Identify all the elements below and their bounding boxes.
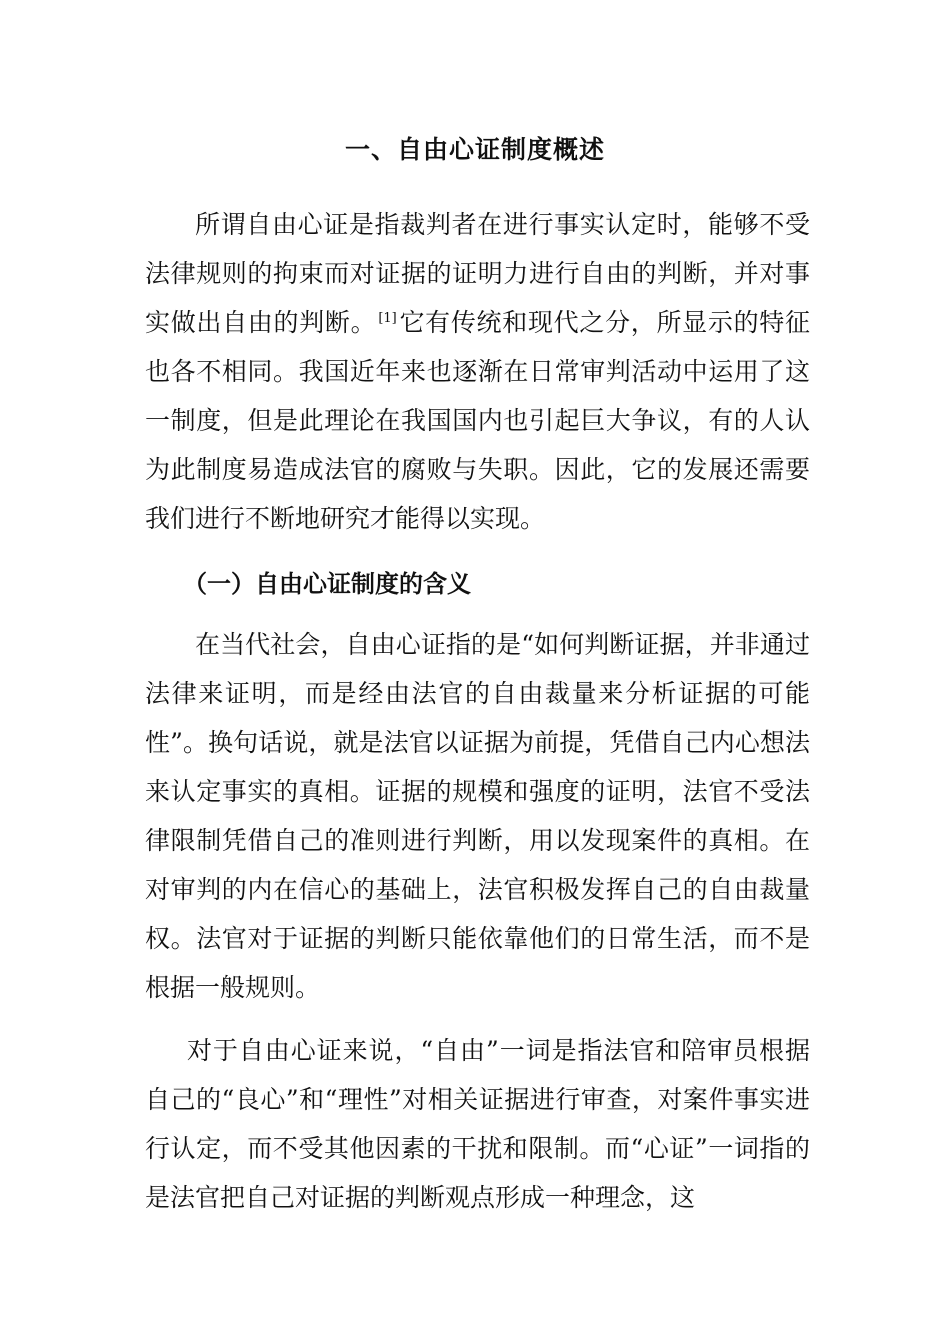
footnote-reference[interactable]: [1] [378, 310, 397, 326]
paragraph-meaning: 在当代社会，自由心证指的是“如何判断证据，并非通过法律来证明，而是经由法官的自由裁量来分析证据的可能性”。换句话说，就是法官以证据为前提，凭借自己内心想法来认定事实的真相。证据的规模和强度的证明，法官不受法律限制凭借自己的准则进行判断，用以发现案件的真相。在对审判的内在信心的基础上，法官积极发挥自己的自由裁量权。法官对于证据的判断只能依靠他们的日常生活，而不是根据一般规则。 [145, 630, 810, 1002]
paragraph-definition [145, 200, 810, 543]
paragraph-text: 所谓自由心证是指裁判者在进行事实认定时，能够不受法律规则的拘束而对证据的证明力进行自由的判断，并对事实做出自由的判断。 [145, 210, 810, 337]
subsection-heading: （一）自由心证制度的含义 [183, 570, 471, 598]
section-title: 一、自由心证制度概述 [344, 135, 605, 164]
paragraph-free-conviction: 对于自由心证来说，“自由”一词是指法官和陪审员根据自己的“良心”和“理性”对相关证据进行审查，对案件事实进行认定，而不受其他因素的干扰和限制。而“心证”一词指的是法官把自己对证据的判断观点形成一种理念，这 [145, 1036, 810, 1212]
paragraph-text: 它有传统和现代之分，所显示的特征也各不相同。我国近年来也逐渐在日常审判活动中运用了这一制度，但是此理论在我国国内也引起巨大争议，有的人认为此制度易造成法官的腐败与失职。因此，它的发展还需要我们进行不断地研究才能得以实现。 [145, 308, 810, 533]
